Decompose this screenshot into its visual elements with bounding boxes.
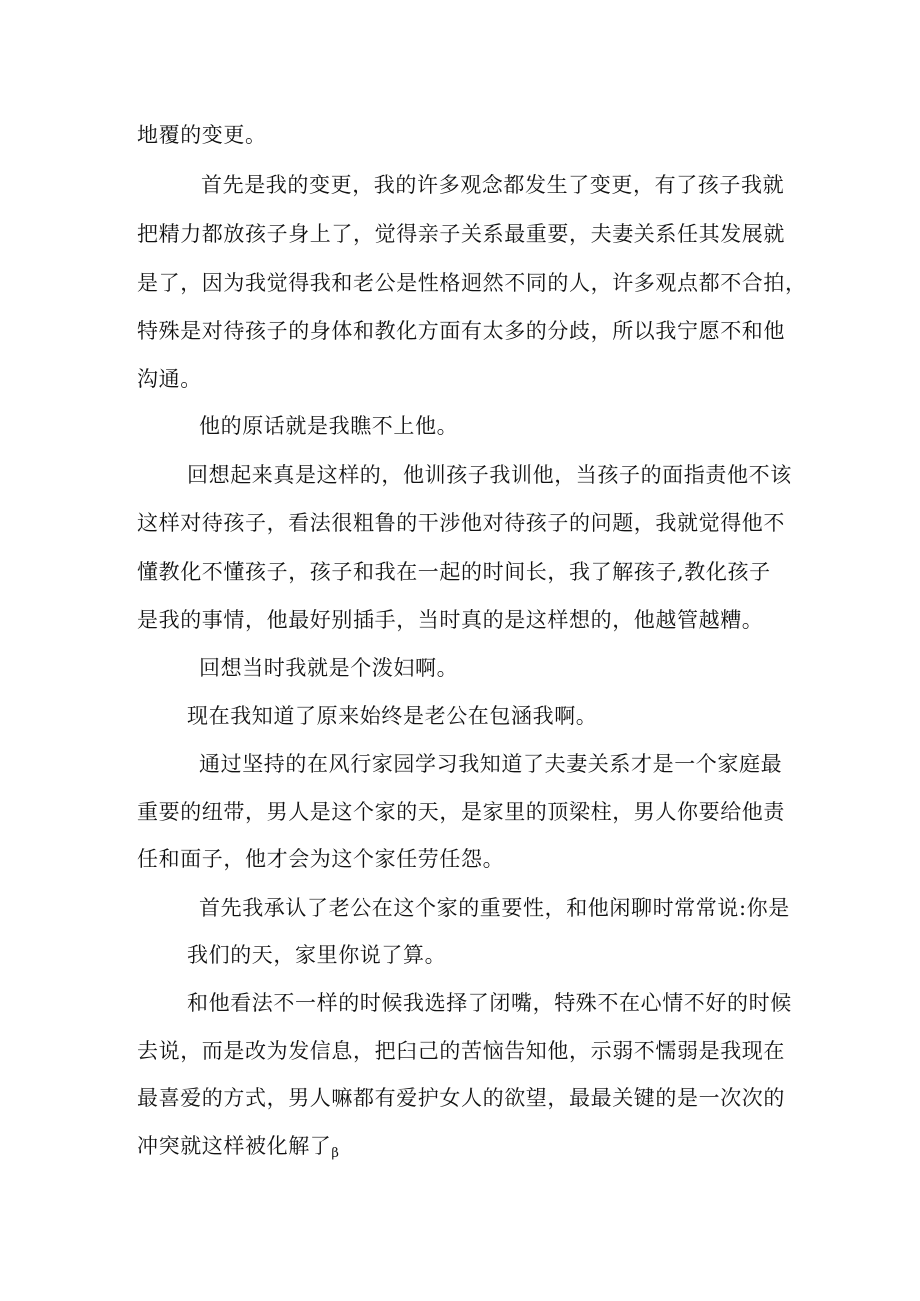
- paragraph-9-line-4-text: 冲突就这样被化解了: [137, 1134, 332, 1158]
- paragraph-3-line-1: 他的原话就是我瞧不上他。: [199, 414, 459, 438]
- paragraph-4-line-2: 这样对待孩子，看法很粗鲁的干涉他对待孩子的问题，我就觉得他不: [137, 511, 785, 535]
- paragraph-2-line-3: 是了，因为我觉得我和老公是性格迥然不同的人，许多观点都不合拍，: [137, 271, 807, 295]
- paragraph-8-line-2: 我们的天，家里你说了算。: [187, 943, 447, 967]
- paragraph-4-line-1: 回想起来真是这样的，他训孩子我训他，当孩子的面指责他不该: [187, 463, 792, 487]
- paragraph-5-line-1: 回想当时我就是个泼妇啊。: [199, 656, 459, 680]
- paragraph-9-line-3: 最喜爱的方式，男人嘛都有爱护女人的欲望，最最关键的是一次次的: [137, 1086, 785, 1110]
- paragraph-2-line-2: 把精力都放孩子身上了，觉得亲子关系最重要，夫妻关系任其发展就: [137, 222, 785, 246]
- paragraph-6-line-1: 现在我知道了原来始终是老公在包涵我啊。: [187, 704, 598, 728]
- paragraph-9-line-1: 和他看法不一样的时候我选择了闭嘴，特殊不在心情不好的时候: [187, 991, 792, 1015]
- paragraph-8-line-1: 首先我承认了老公在这个家的重要性，和他闲聊时常常说:你是: [199, 896, 790, 920]
- paragraph-4-line-4: 是我的事情，他最好别插手，当时真的是这样想的，他越管越糟。: [137, 608, 764, 632]
- paragraph-7-line-1: 通过坚持的在风行家园学习我知道了夫妻关系才是一个家庭最: [199, 752, 783, 776]
- paragraph-4-line-3: 懂教化不懂孩子，孩子和我在一起的时间长，我了解孩子,教化孩子: [137, 560, 771, 584]
- paragraph-9-line-4-tail: β: [331, 1146, 340, 1161]
- paragraph-7-line-3: 任和面子，他才会为这个家任劳任怨。: [137, 847, 505, 871]
- paragraph-2-line-4: 特殊是对待孩子的身体和教化方面有太多的分歧，所以我宁愿不和他: [137, 319, 785, 343]
- paragraph-2-line-5: 沟通。: [137, 367, 202, 391]
- paragraph-1-line-1: 地覆的变更。: [137, 123, 267, 147]
- paragraph-9-line-2: 去说，而是改为发信息，把臼己的苦恼告知他，示弱不懦弱是我现在: [137, 1039, 785, 1063]
- paragraph-9-line-4: [137, 1133, 340, 1167]
- paragraph-7-line-2: 重要的纽带，男人是这个家的天，是家里的顶梁柱，男人你要给他责: [137, 800, 785, 824]
- paragraph-2-line-1: 首先是我的变更，我的许多观念都发生了变更，有了孩子我就: [201, 173, 785, 197]
